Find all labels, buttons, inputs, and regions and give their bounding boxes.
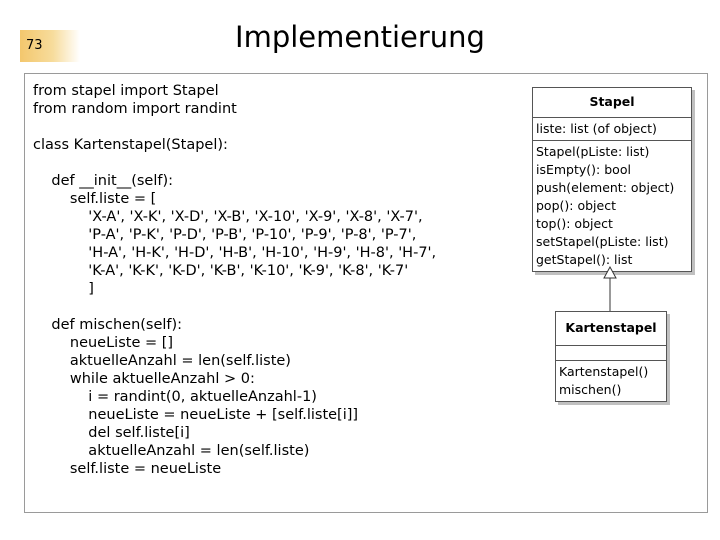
code-line: class Kartenstapel(Stapel):	[33, 137, 228, 153]
uml-method: isEmpty(): bool	[536, 162, 631, 177]
uml-method: push(element: object)	[536, 180, 675, 195]
code-line: aktuelleAnzahl = len(self.liste)	[33, 353, 291, 369]
code-line: 'K-A', 'K-K', 'K-D', 'K-B', 'K-10', 'K-9', 'K-8', 'K-7'	[33, 263, 409, 279]
code-line: def mischen(self):	[33, 317, 183, 333]
uml-method: getStapel(): list	[536, 252, 633, 267]
code-line: aktuelleAnzahl = len(self.liste)	[33, 443, 310, 459]
code-line: self.liste = neueListe	[33, 461, 222, 477]
uml-method: Stapel(pListe: list)	[536, 144, 650, 159]
uml-class-kartenstapel	[555, 311, 667, 402]
code-line: from stapel import Stapel	[33, 83, 219, 99]
code-line: neueListe = neueListe + [self.liste[i]]	[33, 407, 359, 423]
code-line: from random import randint	[33, 101, 237, 117]
uml-method: setStapel(pListe: list)	[536, 234, 669, 249]
code-line: i = randint(0, aktuelleAnzahl-1)	[33, 389, 317, 405]
uml-method: mischen()	[559, 382, 622, 397]
code-line: 'H-A', 'H-K', 'H-D', 'H-B', 'H-10', 'H-9', 'H-8', 'H-7',	[33, 245, 437, 261]
code-line: del self.liste[i]	[33, 425, 190, 441]
code-line: while aktuelleAnzahl > 0:	[33, 371, 255, 387]
uml-method: top(): object	[536, 216, 613, 231]
slide-title: Implementierung	[235, 20, 485, 54]
code-line: ]	[33, 281, 94, 297]
code-line: 'X-A', 'X-K', 'X-D', 'X-B', 'X-10', 'X-9', 'X-8', 'X-7',	[33, 209, 423, 225]
uml-attribute: liste: list (of object)	[536, 121, 657, 136]
code-line: neueListe = []	[33, 335, 174, 351]
code-line: 'P-A', 'P-K', 'P-D', 'P-B', 'P-10', 'P-9', 'P-8', 'P-7',	[33, 227, 417, 243]
uml-class-name: Kartenstapel	[556, 312, 666, 346]
uml-methods	[556, 361, 666, 401]
uml-class-name: Stapel	[533, 88, 691, 118]
page-number: 73	[26, 38, 43, 53]
uml-method: Kartenstapel()	[559, 364, 649, 379]
code-line: def __init__(self):	[33, 173, 174, 189]
uml-method: pop(): object	[536, 198, 616, 213]
uml-attributes	[556, 346, 666, 361]
arrow-head	[604, 267, 616, 278]
code-line: self.liste = [	[33, 191, 157, 207]
